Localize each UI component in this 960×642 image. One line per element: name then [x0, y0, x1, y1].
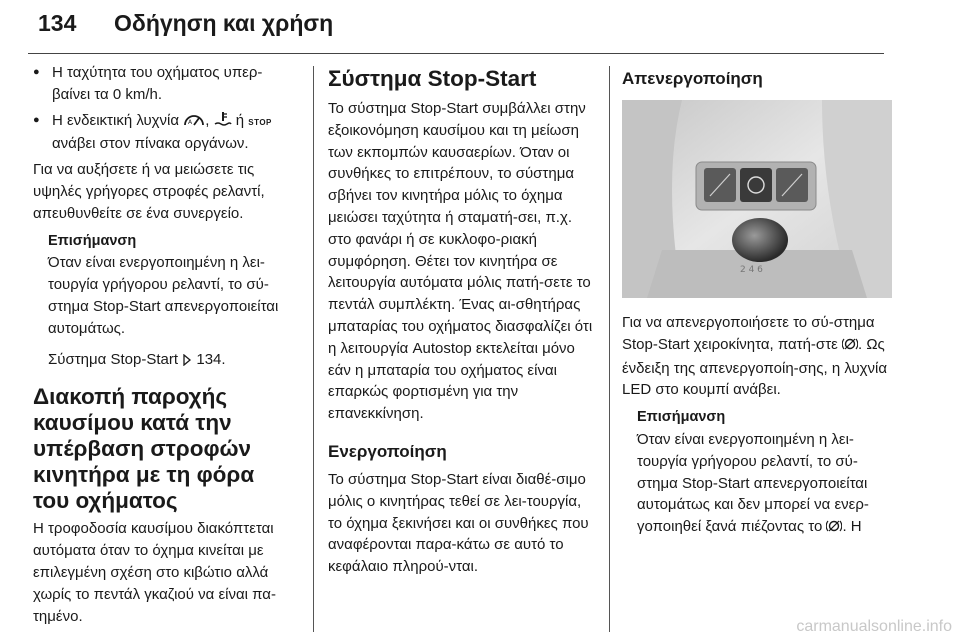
note-box	[48, 231, 295, 340]
subsection-heading: Ενεργοποίηση	[328, 441, 447, 461]
column-left	[33, 62, 295, 627]
section-heading: Διακοπή παροχής καυσίμου κατά την υπέρβαση στροφών κινητήρα με τη φόρα του οχήματος	[33, 384, 255, 514]
note-text: Όταν είναι ενεργοποιημένη η λει-τουργία γρήγορου ρελαντί, το σύ-στημα Stop-Start απενεργοποιείται αυτομάτως.	[48, 254, 279, 337]
page-header	[24, 6, 884, 46]
column-divider	[609, 66, 610, 632]
column-divider	[313, 66, 314, 632]
subsection-heading: Απενεργοποίηση	[622, 69, 763, 88]
note-title: Επισήμανση	[48, 232, 137, 249]
gear-knob	[732, 218, 788, 262]
svg-text:A: A	[188, 118, 193, 126]
cross-reference[interactable]: Σύστημα Stop-Start 134.	[48, 349, 295, 373]
auto-stop-icon	[826, 518, 842, 540]
note-box	[637, 407, 892, 540]
page-reference-icon	[182, 351, 192, 373]
section-heading: Σύστημα Stop-Start	[328, 66, 537, 91]
paragraph: Το σύστημα Stop-Start είναι διαθέ-σιμο μόλις ο κινητήρας τεθεί σε λει-τουργία, το όχημα ξεκινήσει και οι συνθήκες που αναφέρονται παρα-κάτω σε αυτό το κεφάλαιο πληρού-νται.	[328, 470, 589, 576]
column-right	[622, 66, 892, 540]
watermark: carmanualsonline.info	[796, 618, 952, 635]
svg-text:2 4 6: 2 4 6	[740, 265, 763, 275]
stop-start-button	[740, 168, 772, 202]
paragraph: Η τροφοδοσία καυσίμου διακόπτεται αυτόματα όταν το όχημα κινείται με επιλεγμένη σχέση στο κιβώτιο αλλά χωρίς το πεντάλ γκαζιού να είναι πα-τημένο.	[33, 520, 276, 625]
running-title: Οδήγηση και χρήση	[114, 10, 334, 36]
paragraph: Για να απενεργοποιήσετε το σύ-στημα Stop-Start χειροκίνητα, πατή-στε . Ως ένδειξη της απενεργοποίη-σης, η λυχνία LED στο κουμπί ανάβει.	[622, 314, 888, 399]
auto-stop-icon	[842, 336, 858, 358]
coolant-temperature-icon	[214, 111, 232, 134]
dashboard-switch-photo	[622, 100, 892, 298]
stop-indicator-icon: STOP	[248, 117, 272, 127]
note-text: Όταν είναι ενεργοποιημένη η λει-τουργία γρήγορου ρελαντί, το σύ-στημα Stop-Start απενεργοποιείται αυτομάτως και δεν μπορεί να ενερ-γοποιηθεί ξανά πιέζοντας το . Η	[637, 429, 892, 540]
page-number: 134	[38, 10, 77, 36]
bullet-item: ● Η ταχύτητα του οχήματος υπερ-βαίνει τα 0 km/h.	[33, 62, 295, 106]
paragraph: Για να αυξήσετε ή να μειώσετε τις υψηλές γρήγορες στροφές ρελαντί, απευθυνθείτε σε ένα συνεργείο.	[33, 161, 265, 222]
paragraph: Το σύστημα Stop-Start συμβάλλει στην εξοικονόμηση καυσίμου και τη μείωση των εκπομπών καυσαερίων. Όταν οι συνθήκες το επιτρέπουν, το σύστημα σβήνει τον κινητήρα μόλις το όχημα μειώσει ταχύτητα ή σταματή-σει, π.χ. στο φανάρι ή σε κυκλοφο-ριακή συμφόρηση. Θέτει τον κινητήρα σε λειτουργία αυτόματα μόλις πατή-σετε το πεντάλ συμπλέκτη. Ένας αι-σθητήρας μπαταρίας του οχήματος διασφαλίζει ότι η λειτουργία Autostop εκτελείται μόνο εάν η μπαταρία του οχήματος είναι επαρκώς φορτισμένη για την επανεκκίνηση.	[328, 100, 593, 423]
column-middle	[328, 66, 596, 578]
header-rule	[28, 53, 884, 54]
bullet-item: ● Η ενδεικτική λυχνία A , ή STOP ανάβει στον πίνακα οργάνων.	[33, 110, 295, 156]
idle-speed-icon	[183, 112, 205, 134]
switch-panel-illustration	[622, 100, 892, 298]
note-title: Επισήμανση	[637, 409, 726, 426]
